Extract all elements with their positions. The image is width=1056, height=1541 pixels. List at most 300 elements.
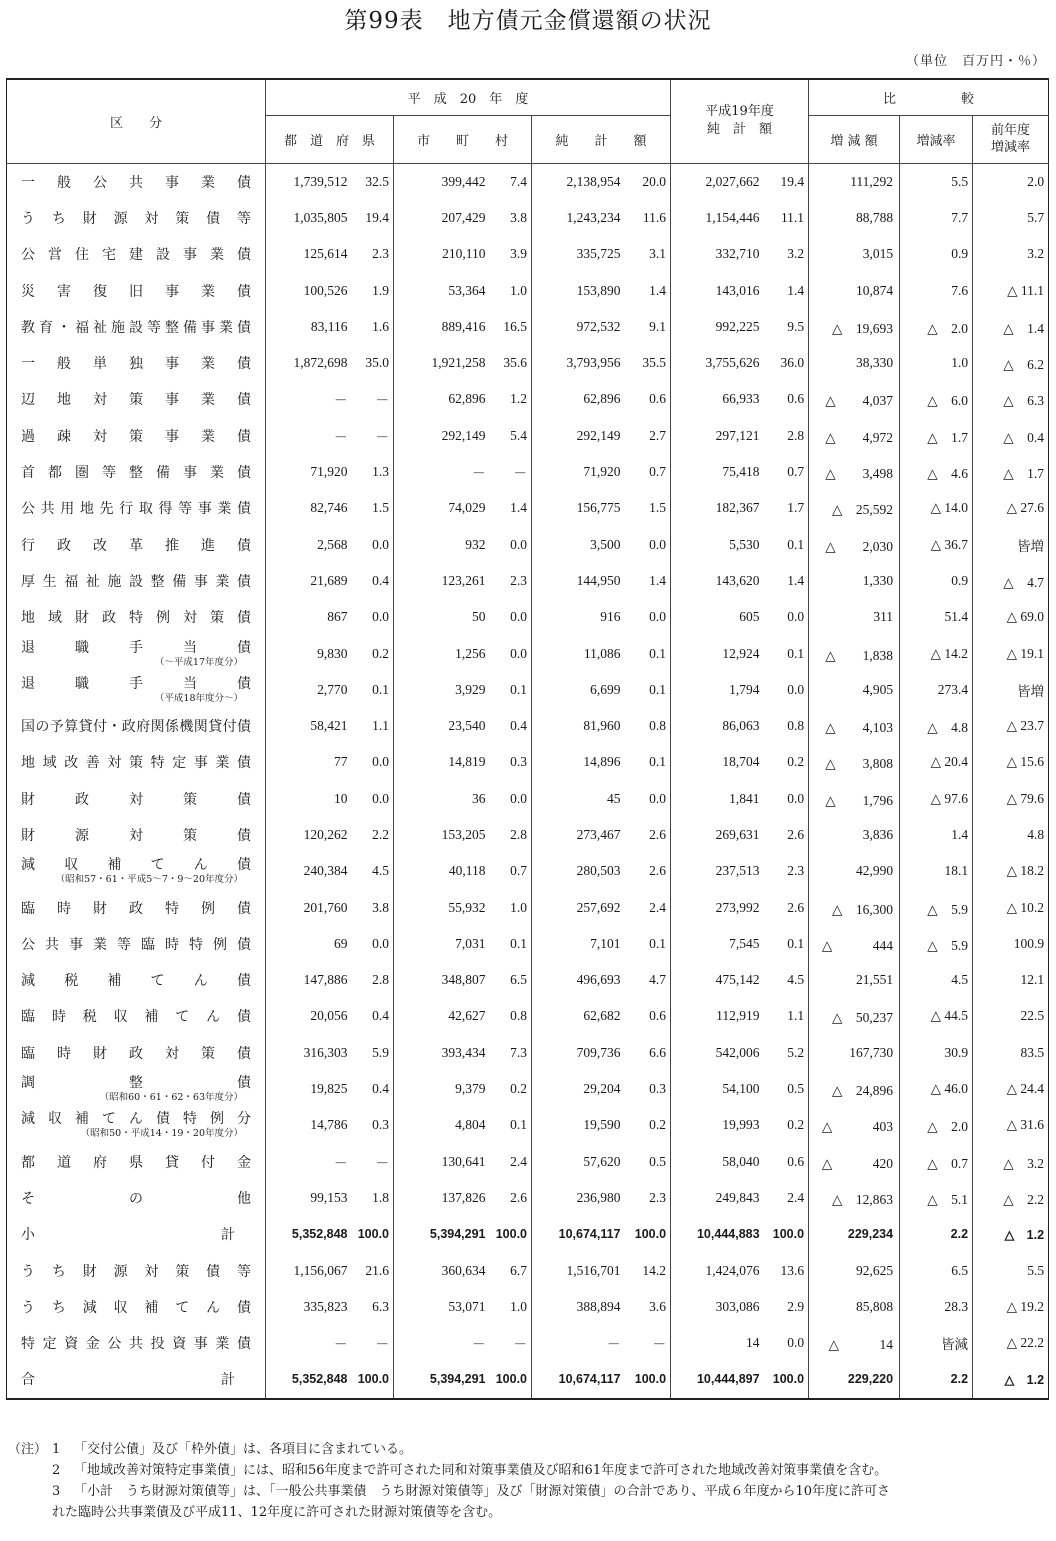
table-cell: 5,394,291 <box>394 1361 492 1398</box>
table-cell: 237,513 <box>715 863 760 879</box>
table-cell: 273.4 <box>900 672 973 708</box>
table-cell: 280,503 <box>576 863 621 879</box>
table-cell: 19.4 <box>354 200 394 236</box>
table-cell: 153,890 <box>576 282 621 298</box>
table-cell: 2.4 <box>492 1144 532 1180</box>
table-cell: 10,874 <box>809 272 900 308</box>
table-cell: 1.4 <box>492 490 532 526</box>
row-label <box>7 1107 266 1143</box>
table-cell: △ 79.6 <box>973 781 1049 817</box>
table-cell: 7,101 <box>590 935 621 951</box>
table-cell: 5.4 <box>492 418 532 454</box>
table-cell: 229,234 <box>809 1216 900 1252</box>
row-label-text: 減税補てん債 <box>21 973 251 990</box>
h19-line1: 平成19年度 <box>705 104 774 120</box>
table-cell: 1.5 <box>354 490 394 526</box>
table-cell: 92,625 <box>809 1252 900 1288</box>
table-cell: 3,755,626 <box>705 355 760 371</box>
table-cell: 0.1 <box>766 526 809 562</box>
table-cell: △ 19,693 <box>809 309 900 345</box>
table-cell: 0.1 <box>766 635 809 671</box>
table-cell: 7.6 <box>900 272 973 308</box>
table-cell: 35.0 <box>354 345 394 381</box>
row-label <box>7 381 266 417</box>
table-cell: 2,568 <box>317 536 348 552</box>
table-cell: △ 4.6 <box>900 454 973 490</box>
table-row <box>7 381 1049 417</box>
table-cell: △ 20.4 <box>900 744 973 780</box>
table-cell: △ 5.9 <box>900 926 973 962</box>
table-cell: 1.4 <box>627 563 671 599</box>
row-label-text: 臨時税収補てん債 <box>21 1009 251 1026</box>
table-cell: 83,116 <box>310 318 348 334</box>
table-cell: △ 97.6 <box>900 781 973 817</box>
table-cell: 0.0 <box>492 781 532 817</box>
row-label-text: 災害復旧事業債 <box>21 283 251 300</box>
table-cell: △ 4,103 <box>809 708 900 744</box>
row-label-text: 公共用地先行取得等事業債 <box>21 501 251 518</box>
table-cell: 10,444,883 <box>696 1227 760 1242</box>
row-label-text: 調整債 <box>21 1075 251 1092</box>
page-title: 第99表 地方債元金償還額の状況 <box>344 8 712 34</box>
table-cell: 71,920 <box>583 464 621 480</box>
row-label-sub: （昭和60・61・62・63年度分） <box>99 1092 243 1104</box>
table-cell: 12.1 <box>973 962 1049 998</box>
table-cell: 2,027,662 <box>705 173 760 189</box>
compare-header: 比 較 <box>809 79 1049 115</box>
row-label <box>7 418 266 454</box>
row-label <box>7 672 266 708</box>
table-cell: △ 69.0 <box>973 599 1049 635</box>
table-cell: 143,620 <box>715 572 760 588</box>
table-row <box>7 817 1049 853</box>
table-cell: 45 <box>607 790 621 806</box>
table-cell: 332,710 <box>715 246 760 262</box>
table-cell: 0.2 <box>354 635 394 671</box>
table-cell: 74,029 <box>448 500 486 516</box>
table-cell: 1.0 <box>900 345 973 381</box>
table-cell: 605 <box>739 609 760 625</box>
table-cell: 316,303 <box>303 1044 348 1060</box>
table-cell: 916 <box>600 609 621 625</box>
table-cell: － <box>492 454 532 490</box>
table-cell: 2.2 <box>900 1361 973 1398</box>
table-cell: 9.5 <box>766 309 809 345</box>
table-cell: 19,590 <box>583 1117 621 1133</box>
table-cell: － <box>354 1144 394 1180</box>
table-cell: 240,384 <box>303 863 348 879</box>
table-cell: 273,992 <box>715 899 760 915</box>
table-cell: 21,551 <box>809 962 900 998</box>
row-label-text: 一般公共事業債 <box>21 174 251 191</box>
table-cell: 14,896 <box>583 754 621 770</box>
table-cell: 4.8 <box>973 817 1049 853</box>
note-number: 2 <box>52 1463 61 1478</box>
prev-change-rate-header <box>973 115 1049 163</box>
table-cell: 1,794 <box>729 681 760 697</box>
row-label-text: 臨時財政特例債 <box>21 900 251 917</box>
table-cell: 100.0 <box>492 1216 532 1252</box>
table-cell: 1.3 <box>354 454 394 490</box>
table-cell: 32.5 <box>354 163 394 200</box>
table-cell: 19,825 <box>310 1081 348 1097</box>
note-1 <box>8 1439 1048 1460</box>
table-cell: 4.5 <box>900 962 973 998</box>
table-cell: 399,442 <box>441 173 486 189</box>
table-cell: 10,674,117 <box>558 1227 621 1242</box>
change-rate-header: 増減率 <box>900 115 973 163</box>
row-label <box>7 744 266 780</box>
table-cell: 16.5 <box>492 309 532 345</box>
table-cell: △ 2.0 <box>900 309 973 345</box>
table-cell: 0.0 <box>627 781 671 817</box>
row-label-text: 都道府県貸付金 <box>21 1154 251 1171</box>
row-label <box>7 563 266 599</box>
table-row <box>7 1216 1049 1252</box>
table-cell: 4.7 <box>627 962 671 998</box>
table-row <box>7 236 1049 272</box>
table-cell: － <box>627 1325 671 1361</box>
table-cell: △ 1.2 <box>973 1361 1049 1398</box>
table-cell: △ 23.7 <box>973 708 1049 744</box>
table-cell: 6.7 <box>492 1252 532 1288</box>
table-cell: 2.8 <box>766 418 809 454</box>
table-cell: － <box>472 466 486 482</box>
table-row <box>7 200 1049 236</box>
table-cell: 100,526 <box>303 282 348 298</box>
table-cell: 0.0 <box>354 744 394 780</box>
table-cell: △ 3,808 <box>809 744 900 780</box>
table-cell: 0.1 <box>766 926 809 962</box>
row-label-sub: （昭和50・平成14・19・20年度分） <box>80 1128 243 1140</box>
table-cell: 0.1 <box>492 672 532 708</box>
table-cell: 30.9 <box>900 1035 973 1071</box>
table-cell: 0.6 <box>627 381 671 417</box>
row-label-text: 退職手当債 <box>21 639 251 656</box>
table-cell: 29,204 <box>583 1081 621 1097</box>
table-cell: 229,220 <box>809 1361 900 1398</box>
table-cell: 0.1 <box>627 672 671 708</box>
table-cell: 0.2 <box>766 744 809 780</box>
table-cell: 22.5 <box>973 998 1049 1034</box>
row-label <box>7 454 266 490</box>
table-cell: 3.8 <box>492 200 532 236</box>
table-cell: △ 14.2 <box>900 635 973 671</box>
table-cell: 9,830 <box>317 645 348 661</box>
table-cell: 0.9 <box>900 563 973 599</box>
table-row <box>7 998 1049 1034</box>
table-cell: 2.4 <box>627 889 671 925</box>
table-row <box>7 1252 1049 1288</box>
row-label-text: 行政改革推進債 <box>21 537 251 554</box>
table-cell: 50 <box>472 609 486 625</box>
table-cell: △ 3,498 <box>809 454 900 490</box>
row-label <box>7 1325 266 1361</box>
table-cell: 21,689 <box>310 572 348 588</box>
table-cell: △ 4,037 <box>809 381 900 417</box>
table-row <box>7 1107 1049 1143</box>
table-cell: 18.1 <box>900 853 973 889</box>
table-row <box>7 1289 1049 1325</box>
table-cell: 4,905 <box>809 672 900 708</box>
table-cell: 992,225 <box>715 318 760 334</box>
table-cell: 6,699 <box>590 681 621 697</box>
table-cell: 0.0 <box>354 526 394 562</box>
table-cell: 皆増 <box>973 672 1049 708</box>
table-cell: 0.0 <box>627 526 671 562</box>
table-cell: 0.1 <box>627 926 671 962</box>
table-cell: 1,739,512 <box>293 173 348 189</box>
table-cell: 0.6 <box>766 1144 809 1180</box>
table-cell: 19.4 <box>766 163 809 200</box>
table-cell: 1.0 <box>492 272 532 308</box>
table-cell: 2.8 <box>492 817 532 853</box>
table-row <box>7 490 1049 526</box>
row-label <box>7 926 266 962</box>
table-cell: 3,500 <box>590 536 621 552</box>
table-cell: 100.0 <box>766 1361 809 1398</box>
table-cell: 889,416 <box>441 318 486 334</box>
table-cell: 100.0 <box>766 1216 809 1252</box>
table-row <box>7 418 1049 454</box>
table-row <box>7 672 1049 708</box>
table-cell: △ 4,972 <box>809 418 900 454</box>
table-row <box>7 454 1049 490</box>
table-cell: △ 25,592 <box>809 490 900 526</box>
table-row <box>7 1035 1049 1071</box>
table-cell: － <box>354 381 394 417</box>
row-label-text: 辺地対策事業債 <box>21 392 251 409</box>
table-cell: 2.3 <box>492 563 532 599</box>
note-3 <box>8 1481 1048 1502</box>
table-row <box>7 599 1049 635</box>
table-cell: 86,063 <box>722 718 760 734</box>
table-cell: 123,261 <box>441 572 486 588</box>
row-label <box>7 163 266 200</box>
table-cell: △ 14.0 <box>900 490 973 526</box>
h19-header <box>671 79 809 163</box>
table-cell: 1,330 <box>809 563 900 599</box>
table-cell: 0.8 <box>492 998 532 1034</box>
table-cell: 69 <box>334 935 348 951</box>
table-cell: 14,819 <box>448 754 486 770</box>
table-cell: 0.7 <box>492 853 532 889</box>
table-row <box>7 1144 1049 1180</box>
table-cell: 4.5 <box>766 962 809 998</box>
table-row <box>7 309 1049 345</box>
table-cell: △ 14 <box>809 1325 900 1361</box>
table-cell: 5.5 <box>973 1252 1049 1288</box>
table-cell: 2.3 <box>766 853 809 889</box>
table-cell: 2.7 <box>627 418 671 454</box>
table-cell: 1,156,067 <box>293 1262 348 1278</box>
row-label-text: 公営住宅建設事業債 <box>21 247 251 264</box>
table-cell: 143,016 <box>715 282 760 298</box>
table-cell: 1,841 <box>729 790 760 806</box>
table-cell: 57,620 <box>583 1153 621 1169</box>
table-cell: 28.3 <box>900 1289 973 1325</box>
row-label <box>7 236 266 272</box>
row-label-text: 国の予算貸付・政府関係機関貸付債 <box>21 719 251 736</box>
table-row <box>7 1071 1049 1107</box>
table-cell: 5.9 <box>354 1035 394 1071</box>
table-cell: △ 46.0 <box>900 1071 973 1107</box>
table-cell: △ 2.2 <box>973 1180 1049 1216</box>
table-cell: △ 5.1 <box>900 1180 973 1216</box>
table-cell: 311 <box>809 599 900 635</box>
table-cell: 13.6 <box>766 1252 809 1288</box>
row-label <box>7 708 266 744</box>
row-label <box>7 817 266 853</box>
table-cell: 3.2 <box>766 236 809 272</box>
table-cell: 10,674,117 <box>532 1361 627 1398</box>
table-cell: 36 <box>472 790 486 806</box>
row-label-text: 首都圏等整備事業債 <box>21 465 251 482</box>
table-cell: 6.3 <box>354 1289 394 1325</box>
table-cell: 153,205 <box>441 826 486 842</box>
table-cell: 1,243,234 <box>566 209 621 225</box>
table-row <box>7 272 1049 308</box>
table-cell: 335,725 <box>576 246 621 262</box>
table-cell: △ 1,796 <box>809 781 900 817</box>
table-cell: 0.0 <box>766 599 809 635</box>
table-cell: 1,921,258 <box>431 355 486 371</box>
row-label-text: 地域財政特例対策債 <box>21 610 251 627</box>
table-cell: 475,142 <box>715 972 760 988</box>
h20-header: 平 成 20 年 度 <box>266 79 671 115</box>
row-label-sub: （平成18年度分～） <box>154 692 243 704</box>
row-label <box>7 272 266 308</box>
table-cell: 2.6 <box>492 1180 532 1216</box>
table-row <box>7 853 1049 889</box>
table-cell: 85,808 <box>809 1289 900 1325</box>
table-cell: △ 18.2 <box>973 853 1049 889</box>
table-cell: 75,418 <box>722 464 760 480</box>
table-cell: 11,086 <box>583 645 621 661</box>
table-row <box>7 744 1049 780</box>
row-label-text: うち財源対策債等 <box>21 210 251 227</box>
row-label-sub: （昭和57・61・平成5～7・9～20年度分） <box>55 874 243 886</box>
row-label-text: 減収補てん債 <box>21 857 251 874</box>
table-body <box>7 163 1049 1399</box>
note-mark: （注） <box>8 1442 48 1457</box>
table-cell: 496,693 <box>576 972 621 988</box>
table-cell: 201,760 <box>303 899 348 915</box>
table-cell: － <box>354 1325 394 1361</box>
table-cell: 4.5 <box>354 853 394 889</box>
table-row <box>7 889 1049 925</box>
row-label-text: うち財源対策債等 <box>21 1263 251 1280</box>
prev-rate-line2: 増減率 <box>991 140 1031 155</box>
table-cell: 303,086 <box>715 1298 760 1314</box>
row-label <box>7 781 266 817</box>
table-cell: △ 24,896 <box>809 1071 900 1107</box>
row-label-text: 減収補てん債特例分 <box>21 1111 251 1128</box>
table-row <box>7 781 1049 817</box>
table-cell: 130,641 <box>441 1153 486 1169</box>
change-amount-header: 増 減 額 <box>809 115 900 163</box>
table-cell: 62,896 <box>583 391 621 407</box>
table-cell: 6.5 <box>900 1252 973 1288</box>
table-cell: 0.1 <box>492 926 532 962</box>
table-cell: 55,932 <box>448 899 486 915</box>
table-cell: 1,256 <box>455 645 486 661</box>
table-cell: 2.8 <box>354 962 394 998</box>
table-cell: 125,614 <box>303 246 348 262</box>
table-cell: 0.6 <box>766 381 809 417</box>
table-row <box>7 1361 1049 1398</box>
table-cell: 21.6 <box>354 1252 394 1288</box>
table-cell: △ 1,838 <box>809 635 900 671</box>
table-cell: 137,826 <box>441 1189 486 1205</box>
table-row <box>7 526 1049 562</box>
table-cell: 6.6 <box>627 1035 671 1071</box>
table-cell: 3.6 <box>627 1289 671 1325</box>
table-cell: 2.6 <box>766 817 809 853</box>
table-cell: 40,118 <box>448 863 486 879</box>
table-cell: 147,886 <box>303 972 348 988</box>
table-cell: △ 420 <box>809 1144 900 1180</box>
table-cell: 393,434 <box>441 1044 486 1060</box>
row-label-text: 合計 <box>21 1372 235 1389</box>
table-cell: 0.0 <box>354 926 394 962</box>
table-row <box>7 635 1049 671</box>
table-cell: 335,823 <box>303 1298 348 1314</box>
table-cell: 1.5 <box>627 490 671 526</box>
table-cell: 88,788 <box>809 200 900 236</box>
table-cell: △ 31.6 <box>973 1107 1049 1143</box>
table-cell: 2.2 <box>900 1216 973 1252</box>
table-cell: 1.1 <box>766 998 809 1034</box>
table-cell: 5,352,848 <box>266 1361 354 1398</box>
table-cell: 0.2 <box>492 1071 532 1107</box>
table-cell: 62,896 <box>448 391 486 407</box>
table-cell: 42,627 <box>448 1008 486 1024</box>
table-row <box>7 563 1049 599</box>
table-cell: 292,149 <box>576 427 621 443</box>
table-cell: 542,006 <box>715 1044 760 1060</box>
table-cell: 167,730 <box>809 1035 900 1071</box>
table-cell: 9,379 <box>455 1081 486 1097</box>
table-cell: － <box>334 1155 348 1171</box>
table-cell: 144,950 <box>576 572 621 588</box>
muni-header: 市 町 村 <box>394 115 532 163</box>
table-cell: 4,804 <box>455 1117 486 1133</box>
table-cell: 709,736 <box>576 1044 621 1060</box>
table-cell: 1.7 <box>766 490 809 526</box>
table-cell: 1,424,076 <box>705 1262 760 1278</box>
table-cell: △ 36.7 <box>900 526 973 562</box>
table-cell: △ 6.2 <box>973 345 1049 381</box>
table-cell: 10,444,897 <box>671 1361 766 1398</box>
table-cell: 53,364 <box>448 282 486 298</box>
row-label-text: 財源対策債 <box>21 827 251 844</box>
table-cell: 0.4 <box>354 563 394 599</box>
h19-line2: 純 計 額 <box>707 122 773 138</box>
table-cell: 7.3 <box>492 1035 532 1071</box>
table-cell: 1.4 <box>627 272 671 308</box>
table-cell: 62,682 <box>583 1008 621 1024</box>
note-number: 1 <box>52 1442 61 1457</box>
table-cell: 0.2 <box>766 1107 809 1143</box>
table-cell: 23,540 <box>448 718 486 734</box>
table-cell: 156,775 <box>576 500 621 516</box>
table-cell: 51.4 <box>900 599 973 635</box>
table-cell: 12,924 <box>722 645 760 661</box>
table-cell: 210,110 <box>442 246 486 262</box>
note-2 <box>8 1460 1048 1481</box>
table-cell: 120,262 <box>303 826 348 842</box>
